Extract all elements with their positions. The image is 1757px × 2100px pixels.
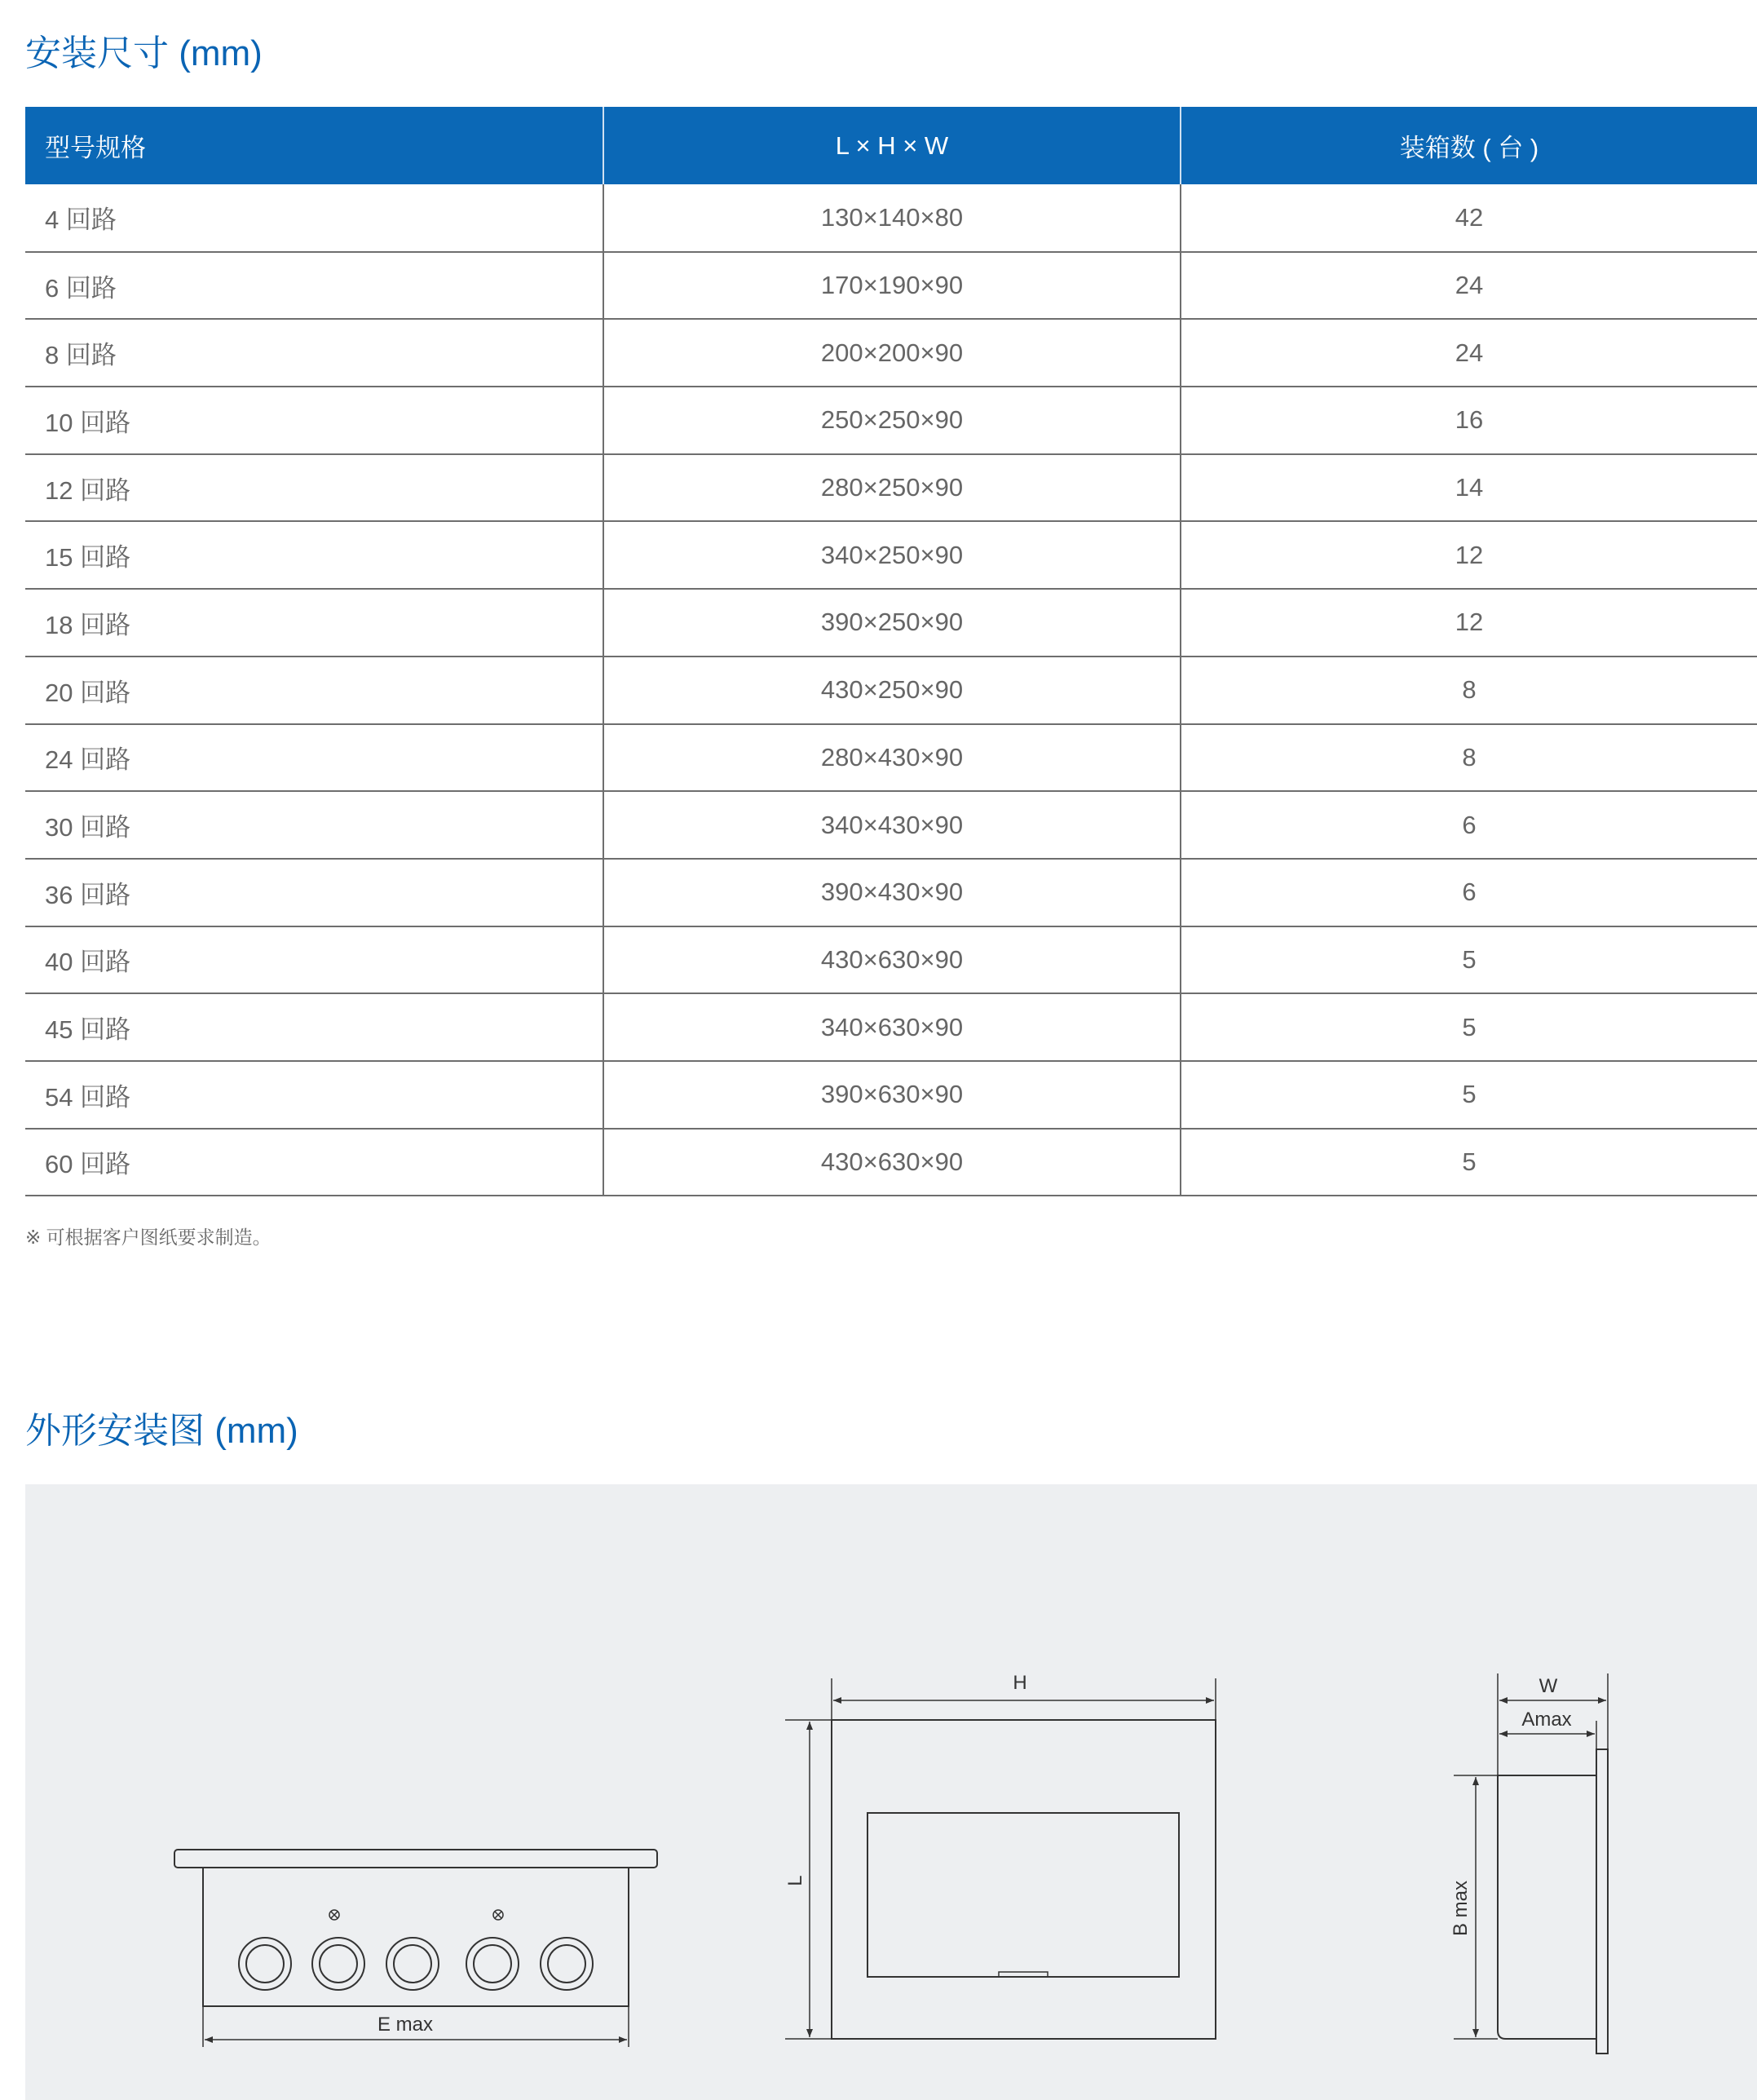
cell-box-quantity: 14: [1181, 454, 1757, 522]
header-box-quantity: 装箱数 ( 台 ): [1181, 107, 1757, 184]
cell-box-quantity: 6: [1181, 859, 1757, 926]
front-view-drawing: [785, 1678, 1216, 2039]
cell-model: 45 回路: [25, 993, 603, 1061]
table-row: [25, 184, 1757, 252]
table-row: [25, 252, 1757, 320]
cell-model: 8 回路: [25, 319, 603, 387]
outline-drawings: [25, 1484, 1757, 2100]
table-row: [25, 319, 1757, 387]
front-outline: [832, 1720, 1216, 2039]
side-body-outline: [1498, 1775, 1596, 2039]
cell-model: 6 回路: [25, 252, 603, 320]
cell-dimensions: 340×250×90: [603, 521, 1181, 589]
cell-box-quantity: 5: [1181, 1061, 1757, 1129]
cell-box-quantity: 16: [1181, 387, 1757, 454]
cell-model: 24 回路: [25, 724, 603, 792]
table-row: [25, 791, 1757, 859]
cell-box-quantity: 42: [1181, 184, 1757, 252]
cell-box-quantity: 8: [1181, 724, 1757, 792]
label-w: W: [1538, 1675, 1558, 1697]
cell-dimensions: 390×250×90: [603, 589, 1181, 657]
table-row: [25, 657, 1757, 724]
label-e-max: E max: [377, 2014, 434, 2036]
box-body-outline: [203, 1868, 629, 2006]
lid-outline: [174, 1850, 657, 1868]
table-row: [25, 454, 1757, 522]
table-row: [25, 926, 1757, 994]
table-row: [25, 521, 1757, 589]
cell-dimensions: 390×630×90: [603, 1061, 1181, 1129]
cell-dimensions: 130×140×80: [603, 184, 1181, 252]
label-a-max: Amax: [1521, 1709, 1572, 1731]
table-row: [25, 387, 1757, 454]
cell-box-quantity: 8: [1181, 657, 1757, 724]
table-row: [25, 589, 1757, 657]
cell-model: 30 回路: [25, 791, 603, 859]
outline-drawing-panel: [25, 1484, 1757, 2100]
cell-model: 20 回路: [25, 657, 603, 724]
cell-dimensions: 340×430×90: [603, 791, 1181, 859]
section-title-install-dimensions: 安装尺寸 (mm): [25, 33, 263, 73]
header-model: 型号规格: [45, 134, 146, 162]
table-row: [25, 1061, 1757, 1129]
cell-box-quantity: 5: [1181, 926, 1757, 994]
cell-model: 60 回路: [25, 1129, 603, 1196]
cell-dimensions: 430×630×90: [603, 1129, 1181, 1196]
cell-box-quantity: 12: [1181, 521, 1757, 589]
side-flange-outline: [1596, 1749, 1608, 2054]
cell-model: 10 回路: [25, 387, 603, 454]
cell-box-quantity: 5: [1181, 993, 1757, 1061]
cell-dimensions: 430×630×90: [603, 926, 1181, 994]
cell-box-quantity: 5: [1181, 1129, 1757, 1196]
cell-dimensions: 430×250×90: [603, 657, 1181, 724]
label-l: L: [784, 1875, 806, 1886]
label-b-max: B max: [1450, 1880, 1472, 1937]
knockout-holes: [239, 1938, 593, 1990]
cell-dimensions: 250×250×90: [603, 387, 1181, 454]
cell-dimensions: 280×250×90: [603, 454, 1181, 522]
cell-model: 40 回路: [25, 926, 603, 994]
cell-dimensions: 340×630×90: [603, 993, 1181, 1061]
label-h: H: [1013, 1672, 1027, 1694]
cell-box-quantity: 6: [1181, 791, 1757, 859]
cell-model: 12 回路: [25, 454, 603, 522]
dimensions-table: [25, 107, 1757, 1196]
header-dimensions: L × H × W: [603, 107, 1181, 184]
cell-model: 54 回路: [25, 1061, 603, 1129]
cell-model: 15 回路: [25, 521, 603, 589]
cell-box-quantity: 12: [1181, 589, 1757, 657]
cell-dimensions: 200×200×90: [603, 319, 1181, 387]
section-title-outline-drawing: 外形安装图 (mm): [25, 1411, 298, 1451]
cell-box-quantity: 24: [1181, 252, 1757, 320]
table-row: [25, 859, 1757, 926]
cell-model: 4 回路: [25, 184, 603, 252]
table-row: [25, 1129, 1757, 1196]
screw-symbols: [329, 1910, 503, 1920]
cell-dimensions: 390×430×90: [603, 859, 1181, 926]
table-row: [25, 724, 1757, 792]
table-row: [25, 993, 1757, 1061]
cell-dimensions: 280×430×90: [603, 724, 1181, 792]
cell-dimensions: 170×190×90: [603, 252, 1181, 320]
cell-box-quantity: 24: [1181, 319, 1757, 387]
cell-model: 18 回路: [25, 589, 603, 657]
cell-model: 36 回路: [25, 859, 603, 926]
table-header-row: [25, 107, 1757, 184]
footnote: ※ 可根据客户图纸要求制造。: [25, 1227, 271, 1248]
window-outline: [867, 1813, 1179, 1977]
